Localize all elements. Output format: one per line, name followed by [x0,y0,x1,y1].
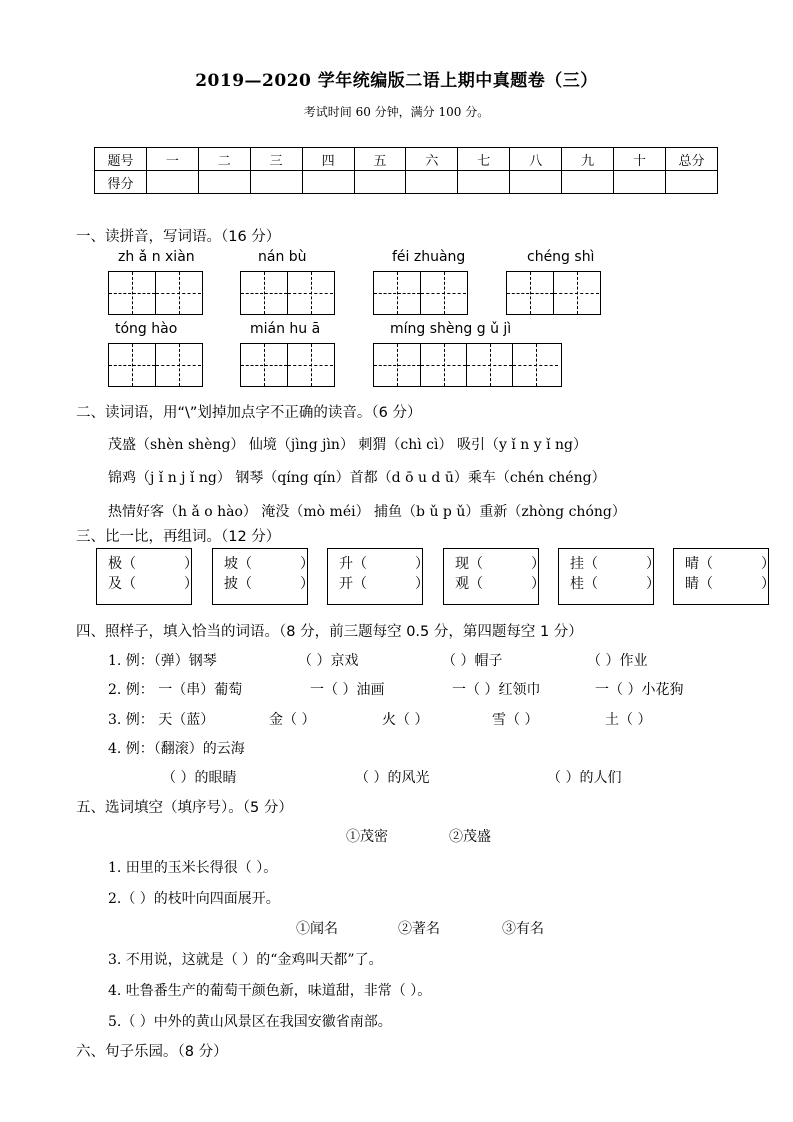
compare-char: 开（ [339,576,367,592]
score-cell[interactable] [302,171,354,194]
section-3-heading: 三、比一比，再组词。（12 分） [76,529,281,545]
pinyin-label: nán bù [258,249,307,265]
score-header-row [95,148,718,171]
pinyin-label: chéng shì [527,249,595,265]
example-line: 3. 例： 天（蓝） [108,712,215,728]
example-line: 1. 例：（弹）钢琴 [108,653,217,669]
fill-blank[interactable]: （ ）作业 [587,653,648,669]
score-cell[interactable] [250,171,302,194]
compare-char: 桂（ [570,576,598,592]
pronunciation-line: 茂盛（shèn shèng） 仙境（jìng jìn） 刺猬（chì cì） 吸引（y ǐ n y ǐ ng） [108,437,587,453]
bracket-close: ） [300,556,314,572]
word-option: ③有名 [502,921,544,937]
section-2-heading: 二、读词语，用“\”划掉加点字不正确的读音。（6 分） [76,405,422,421]
compare-box[interactable] [558,548,660,605]
pinyin-label: mián hu ā [250,321,321,337]
compare-char: 睛（ [685,576,713,592]
compare-box[interactable] [673,548,775,605]
bracket-close: ） [761,556,775,572]
score-table [94,147,718,194]
bracket-close: ） [415,556,429,572]
fill-sentence[interactable]: 2.（ ）的枝叶向四面展开。 [108,891,280,907]
fill-blank[interactable]: （ ）帽子 [442,653,503,669]
writing-grid[interactable] [373,343,562,387]
section-6-heading: 六、句子乐园。（8 分） [76,1044,228,1060]
compare-box[interactable] [443,548,545,605]
score-header-cell: 题号 [95,148,147,171]
writing-grid[interactable] [240,343,335,387]
fill-blank[interactable]: 金（ ） [269,712,316,728]
compare-box[interactable] [96,548,198,605]
score-header-cell: 十 [614,148,666,171]
compare-char: 披（ [224,576,252,592]
score-cell[interactable] [198,171,250,194]
bracket-close: ） [531,576,545,592]
fill-blank[interactable]: 一（ ）红领巾 [452,682,541,698]
bracket-close: ） [300,576,314,592]
fill-blank[interactable]: 一（ ）小花狗 [595,682,684,698]
compare-char: 现（ [455,556,483,572]
compare-char: 观（ [455,576,483,592]
pronunciation-line: 热情好客（h ǎ o hào） 淹没（mò méi） 捕鱼（b ǔ p ǔ）重新（zhòng chóng） [108,504,626,520]
compare-box[interactable] [212,548,314,605]
score-cell[interactable] [562,171,614,194]
score-cell[interactable] [510,171,562,194]
fill-blank[interactable]: （ ）的人们 [547,770,622,786]
compare-char: 及（ [108,576,136,592]
score-row-label: 得分 [95,171,147,194]
pinyin-label: féi zhuàng [392,249,466,265]
pinyin-label: tóng hào [115,321,178,337]
score-header-cell: 二 [198,148,250,171]
score-header-cell: 四 [302,148,354,171]
compare-char: 挂（ [570,556,598,572]
writing-grid[interactable] [506,271,601,315]
section-4-heading: 四、照样子，填入恰当的词语。（8 分，前三题每空 0.5 分，第四题每空 1 分） [76,624,583,640]
fill-blank[interactable]: 一（ ）油画 [310,682,385,698]
bracket-close: ） [761,576,775,592]
pinyin-label: míng shèng g ǔ jì [390,321,512,337]
fill-blank[interactable]: （ ）京戏 [298,653,359,669]
fill-blank[interactable]: （ ）的风光 [355,770,430,786]
word-option: ①茂密 [346,829,388,845]
score-value-row [95,171,718,194]
word-option: ①闻名 [296,921,338,937]
compare-char: 升（ [339,556,367,572]
score-cell[interactable] [614,171,666,194]
score-cell[interactable] [458,171,510,194]
score-header-cell: 七 [458,148,510,171]
example-line: 2. 例： 一（串）葡萄 [108,682,243,698]
bracket-close: ） [646,576,660,592]
bracket-close: ） [184,576,198,592]
compare-box[interactable] [327,548,429,605]
score-header-cell: 六 [406,148,458,171]
score-cell[interactable] [406,171,458,194]
fill-sentence[interactable]: 5.（ ）中外的黄山风景区在我国安徽省南部。 [108,1014,392,1030]
writing-grid[interactable] [108,271,203,315]
score-header-cell: 总分 [665,148,717,171]
word-option: ②茂盛 [449,829,491,845]
example-line: 4. 例：（翻滚）的云海 [108,741,245,757]
fill-sentence[interactable]: 1. 田里的玉米长得很（ ）。 [108,860,278,876]
compare-char: 坡（ [224,556,252,572]
bracket-close: ） [646,556,660,572]
score-header-cell: 一 [146,148,198,171]
fill-blank[interactable]: 雪（ ） [492,712,539,728]
writing-grid[interactable] [373,271,468,315]
bracket-close: ） [184,556,198,572]
score-header-cell: 八 [510,148,562,171]
section-5-heading: 五、选词填空（填序号）。（5 分） [76,800,293,816]
fill-sentence[interactable]: 3. 不用说，这就是（ ）的“金鸡叫天都”了。 [108,952,383,968]
bracket-close: ） [415,576,429,592]
fill-sentence[interactable]: 4. 吐鲁番生产的葡萄干颜色新，味道甜，非常（ ）。 [108,983,432,999]
word-option: ②著名 [398,921,440,937]
fill-blank[interactable]: 土（ ） [605,712,652,728]
score-cell[interactable] [146,171,198,194]
score-cell[interactable] [665,171,717,194]
score-header-cell: 五 [354,148,406,171]
fill-blank[interactable]: （ ）的眼睛 [162,770,237,786]
writing-grid[interactable] [240,271,335,315]
score-header-cell: 三 [250,148,302,171]
fill-blank[interactable]: 火（ ） [382,712,429,728]
pinyin-label: zh ǎ n xiàn [118,249,195,265]
compare-char: 晴（ [685,556,713,572]
compare-char: 极（ [108,556,136,572]
writing-grid[interactable] [108,343,203,387]
exam-info: 考试时间 60 分钟，满分 100 分。 [303,105,490,119]
section-1-heading: 一、读拼音，写词语。（16 分） [76,229,281,245]
score-header-cell: 九 [562,148,614,171]
page-title: 2019—2020 学年统编版二语上期中真题卷（三） [195,71,598,91]
pronunciation-line: 锦鸡（j ǐ n j ǐ ng） 钢琴（qíng qín）首都（d ō u d ū）乘车（chén chéng） [108,470,606,486]
score-cell[interactable] [354,171,406,194]
bracket-close: ） [531,556,545,572]
